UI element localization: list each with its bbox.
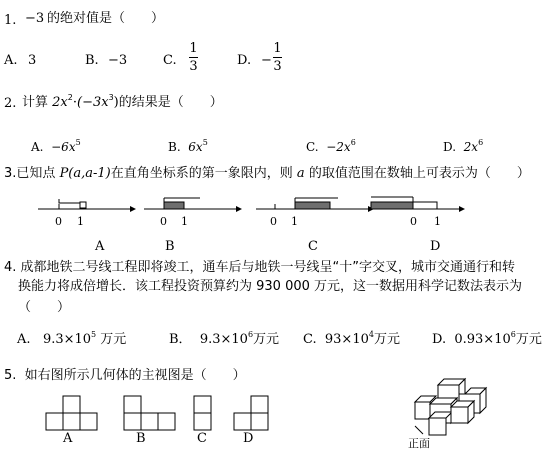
q4-option-b [169,332,279,348]
front-label: 正面 [408,437,430,450]
fraction-bar [189,57,198,58]
q3-var: a [296,166,305,181]
q3-b-tick-1: 1 [181,215,188,228]
q1-stem-expr: −3 [25,11,45,26]
option-letter: A. [31,140,44,154]
q2-option-a [31,139,81,155]
option-unit: 万元 [515,332,542,347]
q1-stem-text: 的绝对值是（ ） [47,11,165,26]
q2-prefix: 计算 [22,95,49,110]
option-mantissa: 9.3×10 [42,332,92,347]
q4-option-a [17,332,126,348]
q1-option-a-letter: A. [4,53,18,68]
option-letter: D. [432,332,447,347]
number-line-d [367,194,467,224]
q4-line-3: （ ） [18,300,71,315]
number-line-b [144,194,244,224]
q3-point: P(a,a-1) [59,166,111,181]
q2-stem [22,95,223,111]
q4-number: 4. [4,260,17,275]
q1-option-a-value: 3 [28,53,37,68]
option-unit: 万元 [253,332,280,347]
front-view-option-a [46,395,106,431]
q3-a-tick-1: 1 [77,215,84,228]
q1-option-b-value: −3 [108,53,128,68]
q3-label-c: C [308,239,318,254]
q3-label-b: B [165,239,175,254]
option-mantissa: 93×10 [324,332,369,347]
q2-expr-b: (−3x [77,95,109,110]
q5-number: 5. [4,368,17,383]
q4-line-1 [4,260,515,276]
q5-stem [4,368,246,384]
option-letter: B. [168,140,181,154]
q3-text-3: 的取值范围在数轴上可表示为（ ） [308,166,530,181]
q2-option-d [443,139,483,155]
q4-option-c [303,332,400,348]
option-mantissa: 9.3×10 [199,332,248,347]
option-exp: 5 [75,138,81,147]
q5-text: 如右图所示几何体的主视图是（ ） [24,368,246,383]
option-letter: C. [303,332,317,347]
q2-expr-b-close: ) [113,95,119,110]
q1-number: 1. [4,13,17,28]
solid-figure-diagram [405,376,555,436]
q5-label-d: D [243,431,254,446]
option-letter: A. [17,332,31,347]
q3-c-tick-0: 0 [270,215,277,228]
fraction-numerator: 1 [189,41,198,56]
option-base: 2x [463,140,479,154]
q5-label-c: C [197,431,207,446]
option-exp: 6 [350,138,356,147]
fraction-denominator: 3 [273,59,282,74]
option-exp: 6 [247,330,254,339]
q3-c-tick-1: 1 [291,215,298,228]
q2-exp-a: 2 [67,93,73,102]
fraction-numerator: 1 [273,41,282,56]
fraction-bar [273,57,282,58]
option-letter: C. [306,140,319,154]
q2-dot: · [72,95,77,110]
q4-option-d [432,332,542,348]
q2-expr-a: 2x [52,95,68,110]
option-letter: D. [443,140,457,154]
q3-a-tick-0: 0 [55,215,62,228]
q1-option-b-letter: B. [85,53,99,68]
q2-option-b [168,139,208,155]
option-base: −6x [51,140,76,154]
q4-line-1-text: 成都地铁二号线工程即将竣工，通车后与地铁一号线呈“十”字交叉，城市交通通行和转 [20,260,516,275]
q3-stem [4,166,530,182]
q3-label-d: D [430,239,441,254]
q3-b-tick-0: 0 [160,215,167,228]
q1-option-d-sign: − [261,53,272,68]
q1-option-d-letter: D. [237,53,252,68]
q5-label-b: B [136,431,146,446]
option-exp: 5 [91,330,97,339]
q2-number: 2. [4,96,17,111]
option-exp: 6 [510,330,516,339]
q3-label-a: A [95,239,105,254]
q2-suffix: 的结果是（ ） [118,95,223,110]
option-mantissa: 0.93×10 [454,332,511,347]
q5-label-a: A [63,431,73,446]
q3-text-1: 已知点 [16,166,56,181]
q2-exp-b: 3 [108,93,114,102]
q3-text-2: 在直角坐标系的第一象限内，则 [110,166,293,181]
number-line-a [38,194,138,224]
q3-number: 3. [4,166,17,181]
option-unit: 万元 [373,332,400,347]
q1-option-c-fraction [189,41,198,74]
front-view-option-d [234,395,284,431]
option-base: 6x [188,140,203,154]
q1-option-c-letter: C. [163,53,177,68]
q2-option-c [306,139,356,155]
q3-d-tick-1: 1 [434,215,441,228]
front-view-option-c [194,395,218,431]
option-exp: 6 [478,138,484,147]
option-base: −2x [326,140,351,154]
option-letter: B． [169,332,192,347]
q3-d-tick-0: 0 [410,215,417,228]
fraction-denominator: 3 [189,59,198,74]
q4-line-2: 换能力将成倍增长．该工程投资预算约为 930 000 万元，这一数据用科学记数法表示为 [18,279,523,294]
option-exp: 4 [368,330,374,339]
front-view-option-b [124,395,184,431]
option-exp: 5 [202,138,208,147]
q1-option-d-fraction [273,41,282,74]
option-unit: 万元 [100,332,127,347]
